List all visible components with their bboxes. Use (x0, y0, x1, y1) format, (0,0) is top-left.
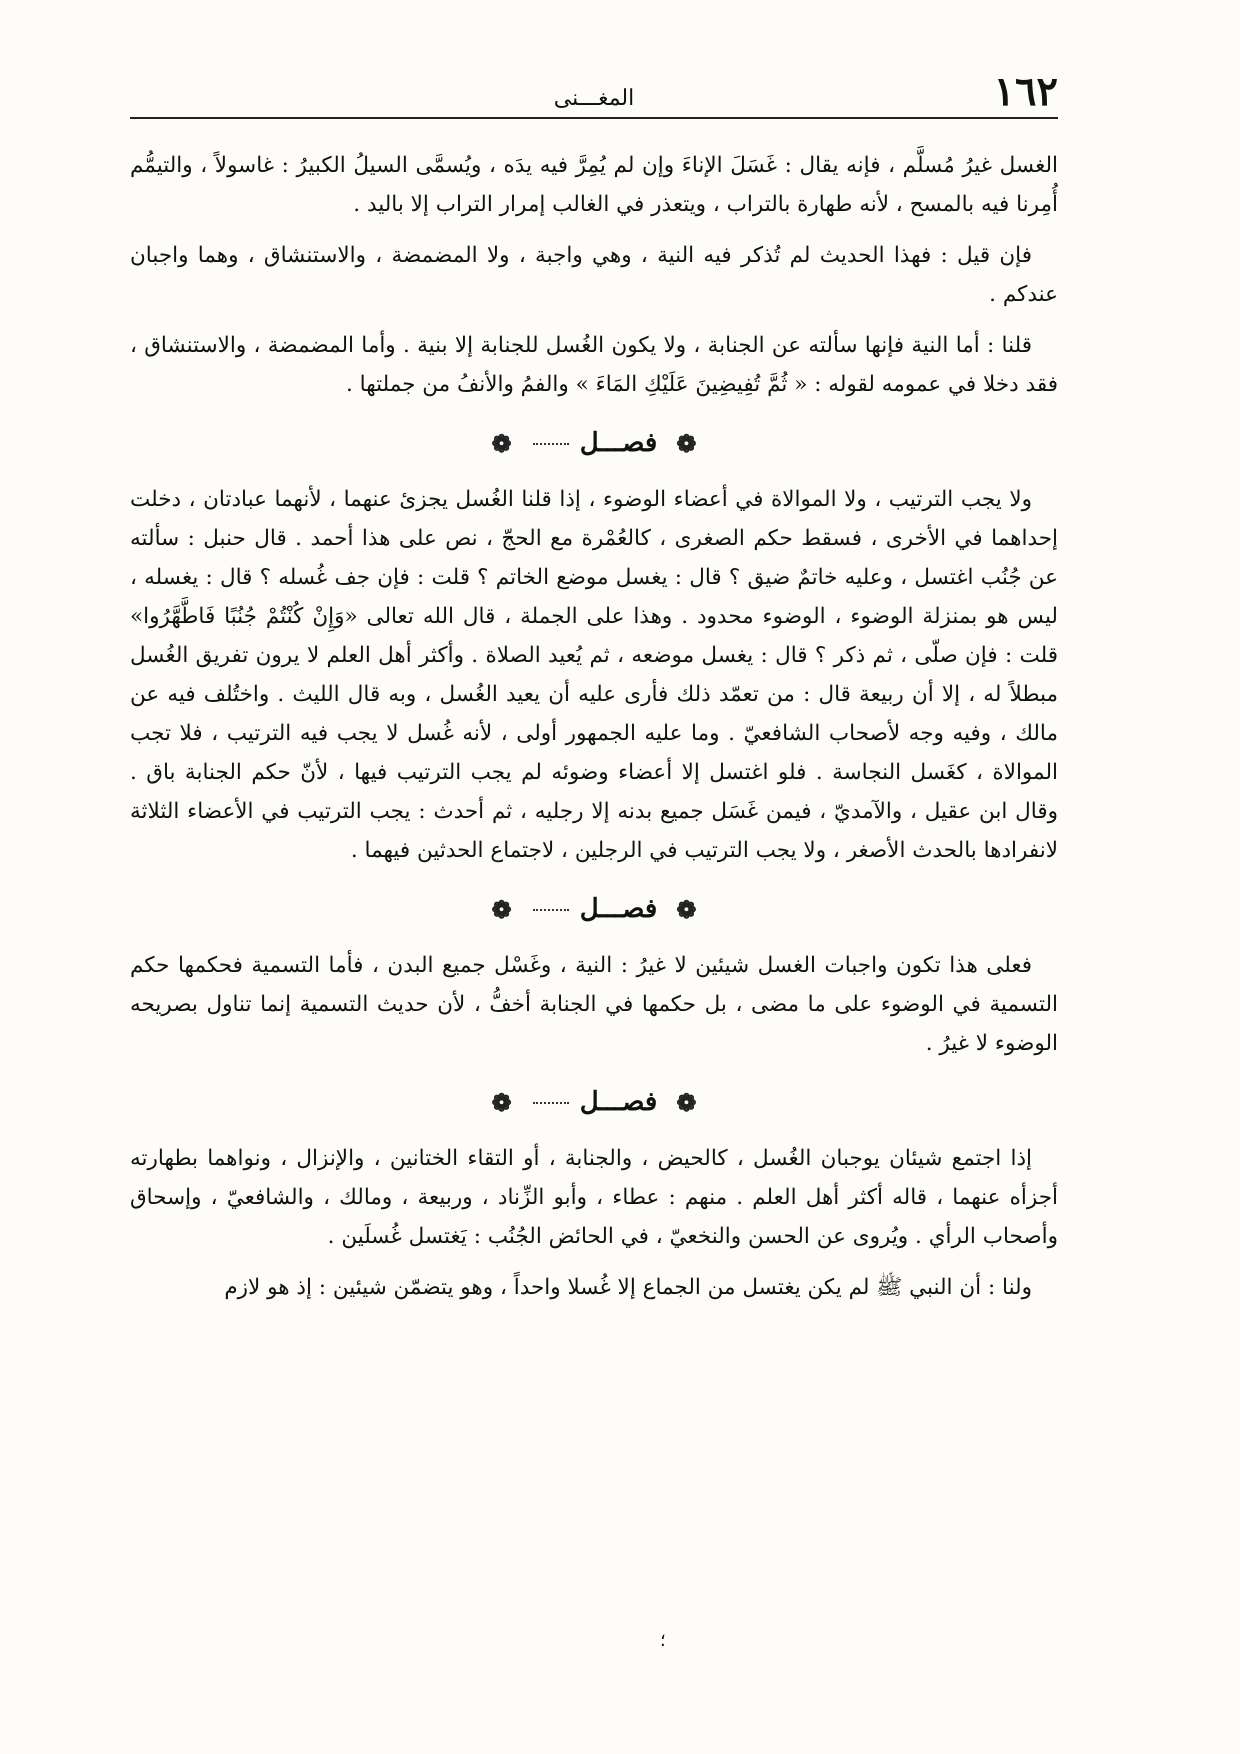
paragraph: قلنا : أما النية فإنها سألته عن الجنابة ، ولا يكون الغُسل للجنابة إلا بنية . وأما المضمضة ، والاستنشاق ، فقد دخلا في عمومه لقوله : « ثُمَّ تُفِيضِينَ عَلَيْكِ المَاءَ » والفمُ والأنفُ من جملتها . (130, 333, 1058, 397)
ornament-icon: ❁ (491, 895, 512, 924)
section-heading-label: فصـــل (579, 428, 658, 458)
heading-dash (533, 1102, 569, 1104)
paragraph: إذا اجتمع شيئان يوجبان الغُسل ، كالحيض ، والجنابة ، أو التقاء الختانين ، والإنزال ، ونواهما بطهارته أجزأه عنهما ، قاله أكثر أهل العلم . منهم : عطاء ، وأبو الزِّناد ، وربيعة ، ومالك ، والشافعيّ ، وإسحاق وأصحاب الرأي . ويُروى عن الحسن والنخعيّ ، في الحائض الجُنُب : يَغتسل غُسلَين . (130, 1146, 1058, 1249)
page-header (130, 68, 1058, 118)
section-heading (130, 886, 1058, 932)
running-title: المغـــنى (553, 86, 635, 111)
page-number: ١٦٢ (993, 68, 1058, 115)
paragraph: الغسل غيرُ مُسلَّم ، فإنه يقال : غَسَلَ الإناءَ وإن لم يُمِرَّ فيه يدَه ، ويُسمَّى السيلُ الكبيرُ : غاسولاً ، والتيمُّم أُمِرنا فيه بالمسح ، لأنه طهارة بالتراب ، ويتعذر في الغالب إمرار التراب إلا باليد . (130, 153, 1058, 217)
page-body (130, 146, 1058, 1319)
footer-mark: ؛ (660, 1630, 666, 1651)
paragraph: ولنا : أن النبي ﷺ لم يكن يغتسل من الجماع إلا غُسلا واحداً ، وهو يتضمّن شيئين : إذ هو لازم (224, 1275, 1032, 1300)
section-heading (130, 1079, 1058, 1125)
ornament-icon: ❁ (676, 429, 697, 458)
paragraph: ولا يجب الترتيب ، ولا الموالاة في أعضاء الوضوء ، إذا قلنا الغُسل يجزئ عنهما ، لأنهما عبادتان ، دخلت إحداهما في الأخرى ، فسقط حكم الصغرى ، كالعُمْرة مع الحجّ ، نص على هذا أحمد . قال حنبل : سألته عن جُنُب اغتسل ، وعليه خاتمٌ ضيق ؟ قال : يغسل موضع الخاتم ؟ قلت : فإن جف غُسله ؟ قال : يغسله ، ليس هو بمنزلة الوضوء ، الوضوء محدود . وهذا على الجملة ، قال الله تعالى «وَإِنْ كُنْتُمْ جُنُبًا فَاطَّهَّرُوا» قلت : فإن صلّى ، ثم ذكر ؟ قال : يغسل موضعه ، ثم يُعيد الصلاة . وأكثر أهل العلم لا يرون تفريق الغُسل مبطلاً له ، إلا أن ربيعة قال : من تعمّد ذلك فأرى عليه أن يعيد الغُسل ، وبه قال الليث . واختُلف فيه عن مالك ، وفيه وجه لأصحاب الشافعيّ . وما عليه الجمهور أولى ، لأنه غُسل لا يجب فيه الترتيب ، فلا تجب الموالاة ، كغَسل النجاسة . فلو اغتسل إلا أعضاء وضوئه لم يجب الترتيب فيها ، لأنّ حكم الجنابة باق . وقال ابن عقيل ، والآمديّ ، فيمن غَسَل جميع بدنه إلا رجليه ، ثم أحدث : يجب الترتيب في الأعضاء الثلاثة لانفرادها بالحدث الأصغر ، ولا يجب الترتيب في الرجلين ، لاجتماع الحدثين فيهما . (130, 487, 1058, 863)
heading-dash (533, 443, 569, 445)
ornament-icon: ❁ (676, 895, 697, 924)
ornament-icon: ❁ (676, 1088, 697, 1117)
section-heading (130, 420, 1058, 466)
ornament-icon: ❁ (491, 429, 512, 458)
section-heading-label: فصـــل (579, 1087, 658, 1117)
header-rule (130, 117, 1058, 119)
paragraph: فعلى هذا تكون واجبات الغسل شيئين لا غيرُ : النية ، وغَسْل جميع البدن ، فأما التسمية فحكمها حكم التسمية في الوضوء على ما مضى ، بل حكمها في الجنابة أخفُّ ، لأن حديث التسمية إنما تناول بصريحه الوضوء لا غيرُ . (130, 953, 1058, 1056)
heading-dash (533, 909, 569, 911)
section-heading-label: فصـــل (579, 894, 658, 924)
paragraph: فإن قيل : فهذا الحديث لم تُذكر فيه النية ، وهي واجبة ، ولا المضمضة ، والاستنشاق ، وهما واجبان عندكم . (130, 243, 1058, 307)
ornament-icon: ❁ (491, 1088, 512, 1117)
